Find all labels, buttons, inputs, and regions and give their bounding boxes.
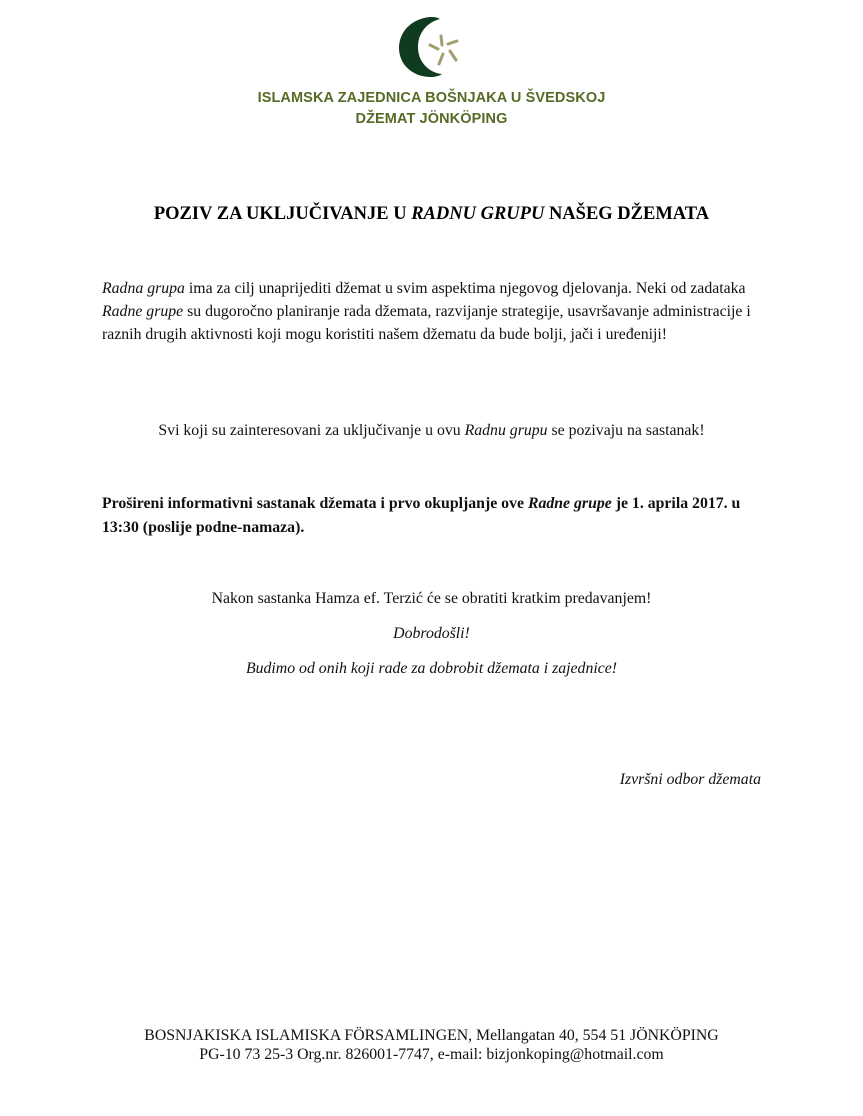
meeting-announcement bbox=[102, 492, 762, 539]
intro-em2: Radne grupe bbox=[102, 303, 184, 321]
organization-name: ISLAMSKA ZAJEDNICA BOŠNJAKA U ŠVEDSKOJ bbox=[257, 90, 606, 106]
community-name: DŽEMAT JÖNKÖPING bbox=[355, 111, 508, 127]
motto-line: Budimo od onih koji rade za dobrobit džemata i zajednice! bbox=[245, 660, 618, 677]
title-prefix: POZIV ZA UKLJUČIVANJE U bbox=[153, 204, 412, 224]
welcome-line: Dobrodošli! bbox=[393, 625, 470, 642]
footer-address: BOSNJAKISKA ISLAMISKA FÖRSAMLINGEN, Mellangatan 40, 554 51 JÖNKÖPING bbox=[144, 1027, 719, 1044]
intro-text1: ima za cilj unaprijediti džemat u svim aspektima njegovog djelovanja. Neki od zadataka bbox=[184, 280, 746, 297]
title-emphasis: RADNU GRUPU bbox=[411, 204, 545, 224]
intro-paragraph bbox=[102, 277, 762, 347]
invite-em: Radnu grupu bbox=[464, 422, 548, 439]
intro-em1: Radna grupa bbox=[102, 280, 185, 297]
footer-contact: PG-10 73 25-3 Org.nr. 826001-7747, e-mail: bizjonkoping@hotmail.com bbox=[199, 1046, 664, 1063]
document-title bbox=[0, 204, 863, 225]
after-meeting-note: Nakon sastanka Hamza ef. Terzić će se obratiti kratkim predavanjem! bbox=[211, 590, 652, 607]
meeting-text1: Prošireni informativni sastanak džemata i prvo okupljanje ove bbox=[102, 495, 528, 512]
intro-text2: su dugoročno planiranje rada džemata, razvijanje strategije, usavršavanje administracije i raznih drugih aktivnosti koji mogu koristiti našem džematu da bude bolji, jači i uređeniji! bbox=[102, 303, 751, 344]
invite-text2: se pozivaju na sastanak! bbox=[547, 422, 705, 439]
meeting-text2: je 1. aprila 2017. u 13:30 (poslije podne-namaza). bbox=[102, 495, 741, 536]
title-suffix: NAŠEG DŽEMATA bbox=[544, 204, 710, 224]
crescent-and-star-icon bbox=[396, 14, 472, 80]
meeting-em: Radne grupe bbox=[527, 495, 612, 512]
invite-line bbox=[0, 422, 863, 440]
signature: Izvršni odbor džemata bbox=[619, 771, 761, 788]
invite-text1: Svi koji su zainteresovani za uključivanje u ovu bbox=[158, 422, 465, 439]
